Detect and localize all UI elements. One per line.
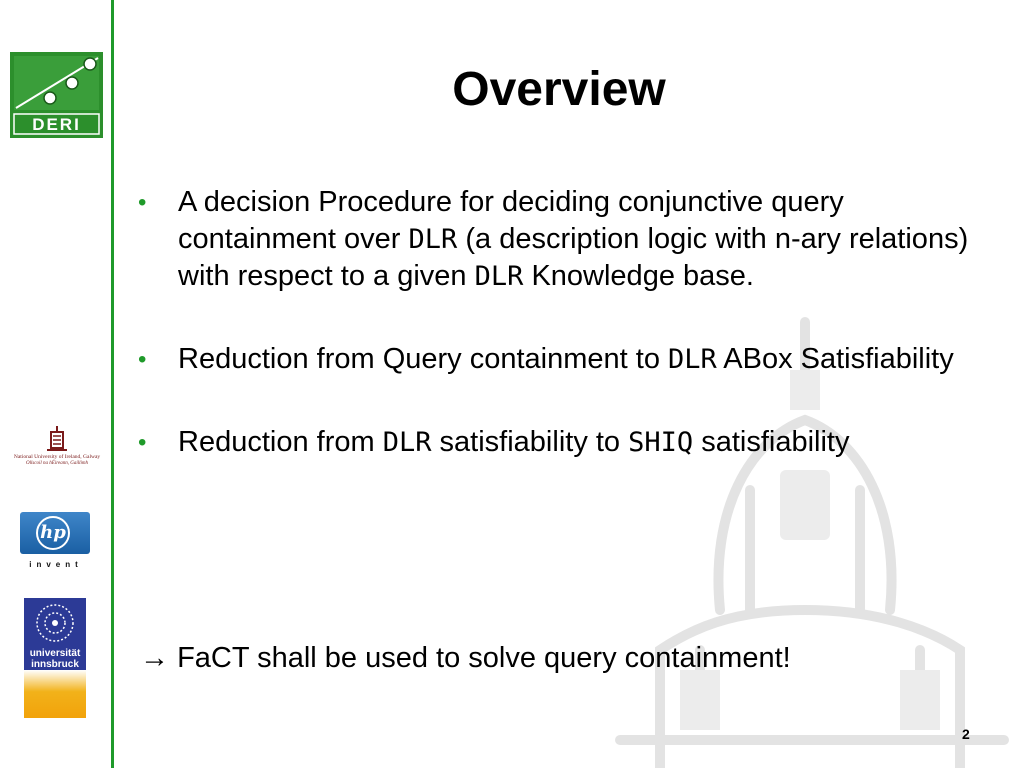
bullet-dot: • [138,189,147,216]
dlr-term: DLR [474,261,524,292]
innsbruck-line2: innsbruck [31,659,79,670]
bullet-text: satisfiability [693,426,850,458]
bullet-text: satisfiability to [431,426,629,458]
hp-badge [20,512,90,554]
dlr-term: DLR [382,427,432,458]
bullet-text: Reduction from [178,426,383,458]
slide-title: Overview [452,63,666,116]
innsbruck-logo [24,598,86,718]
arrow-right-icon: → [140,642,169,674]
bullet-item-3 [138,424,988,461]
innsbruck-line1: universität [29,648,81,659]
dlr-term: DLR [408,224,458,255]
innsbruck-emblem [24,598,86,648]
nui-galway-logo [4,424,110,474]
bullet-text: Knowledge base. [523,260,754,292]
galway-irish-name: Ollscoil na hÉireann, Gaillimh [25,461,89,466]
page-number: 2 [962,726,970,742]
bullet-list [138,184,988,477]
bullet-text: ABox Satisfiability [716,343,954,375]
deri-logo [10,52,103,138]
conclusion-line [140,640,990,677]
dlr-term: DLR [668,344,717,375]
galway-name: National University of Ireland, Galway [13,454,101,460]
bullet-item-2 [138,341,988,378]
hp-tagline: invent [29,560,83,569]
crest-icon [42,424,72,454]
shiq-term: SHIQ [628,427,694,458]
conclusion-text: FaCT shall be used to solve query containment! [177,642,791,674]
bullet-dot: • [138,346,147,373]
hp-wordmark: hp [36,516,70,550]
bullet-dot: • [138,429,147,456]
bullet-text: (a description logic with n-ary relations) with respect to a given [178,223,969,292]
deri-label: DERI [32,115,81,134]
bullet-text: A decision Procedure for deciding conjunctive query containment over [178,186,844,255]
bullet-item-1 [138,184,988,295]
hp-logo [18,512,94,574]
innsbruck-color-band [24,670,86,718]
bullet-text: Reduction from Query containment to [178,343,669,375]
